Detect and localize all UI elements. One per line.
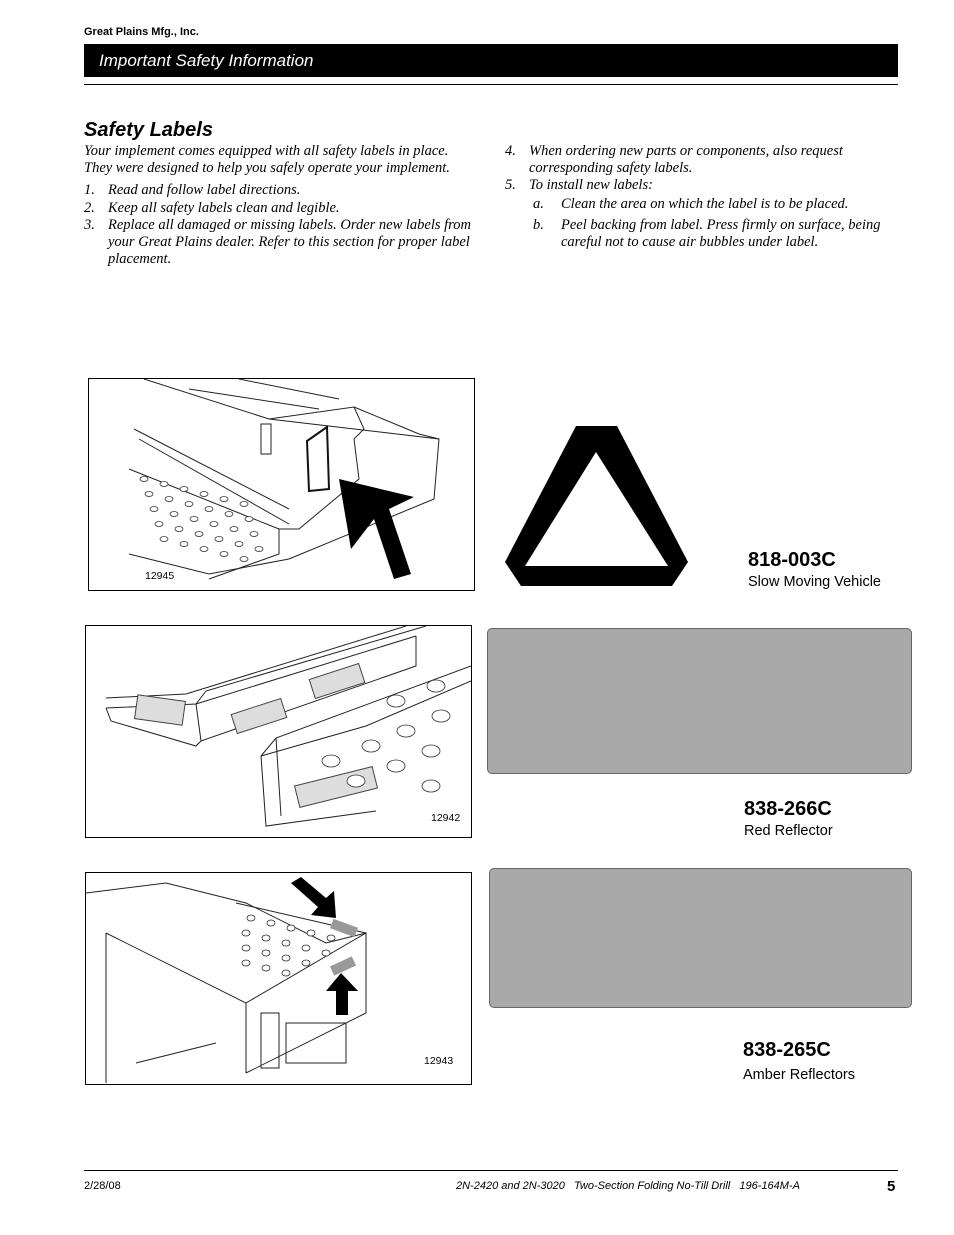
part-number: 838-265C	[743, 1039, 831, 1061]
figure-number: 12942	[431, 812, 461, 824]
arrow-icon	[326, 973, 358, 1015]
drill-frame-illustration	[89, 379, 475, 591]
list-item: 4. When ordering new parts or components, also request corresponding safety labels.	[505, 143, 843, 176]
header-rule	[84, 84, 898, 85]
smv-sign-outline	[307, 427, 329, 491]
left-column	[84, 143, 476, 268]
footer-rule	[84, 1170, 898, 1171]
figure-number: 12943	[424, 1055, 454, 1067]
part-number: 818-003C	[748, 549, 836, 571]
right-column	[505, 143, 900, 256]
page-title: Safety Labels	[84, 119, 213, 141]
part-number: 838-266C	[744, 798, 832, 820]
figure-smv-location	[88, 378, 475, 591]
list-item: 5. To install new labels:	[505, 177, 653, 194]
list-item: 1. Read and follow label directions.	[84, 182, 301, 199]
section-header-bar	[84, 44, 898, 77]
company-name: Great Plains Mfg., Inc.	[84, 26, 199, 38]
intro-paragraph: Your implement comes equipped with all safety labels in place. They were designed to help you safely operate your implement.	[84, 143, 450, 176]
part-description: Slow Moving Vehicle	[748, 574, 881, 590]
footer-document-title: 2N-2420 and 2N-3020 Two-Section Folding No-Till Drill 196-164M-A	[456, 1180, 800, 1192]
page-number: 5	[887, 1178, 896, 1195]
arrow-icon	[339, 479, 414, 579]
section-title: Important Safety Information	[99, 51, 314, 70]
drill-side-illustration	[86, 873, 472, 1085]
red-reflector-swatch	[487, 628, 912, 774]
part-description: Red Reflector	[744, 823, 833, 839]
list-item: 3. Replace all damaged or missing labels. Order new labels from your Great Plains dealer. Refer to this section for proper label placement.	[84, 217, 472, 267]
sub-list-item: b. Peel backing from label. Press firmly on surface, being careful not to cause air bubbles under label.	[533, 217, 881, 250]
arrow-icon	[291, 877, 336, 918]
slow-moving-vehicle-icon	[505, 424, 688, 587]
part-description: Amber Reflectors	[743, 1067, 856, 1083]
footer-date: 2/28/08	[84, 1180, 121, 1192]
figure-red-reflector-location	[85, 625, 472, 838]
amber-reflector-swatch	[489, 868, 912, 1008]
sub-list-item: a. Clean the area on which the label is to be placed.	[533, 195, 849, 212]
figure-amber-reflector-location	[85, 872, 472, 1085]
list-item: 2. Keep all safety labels clean and legible.	[84, 199, 340, 216]
frame-end-illustration	[86, 626, 472, 838]
figure-number: 12945	[145, 570, 175, 582]
